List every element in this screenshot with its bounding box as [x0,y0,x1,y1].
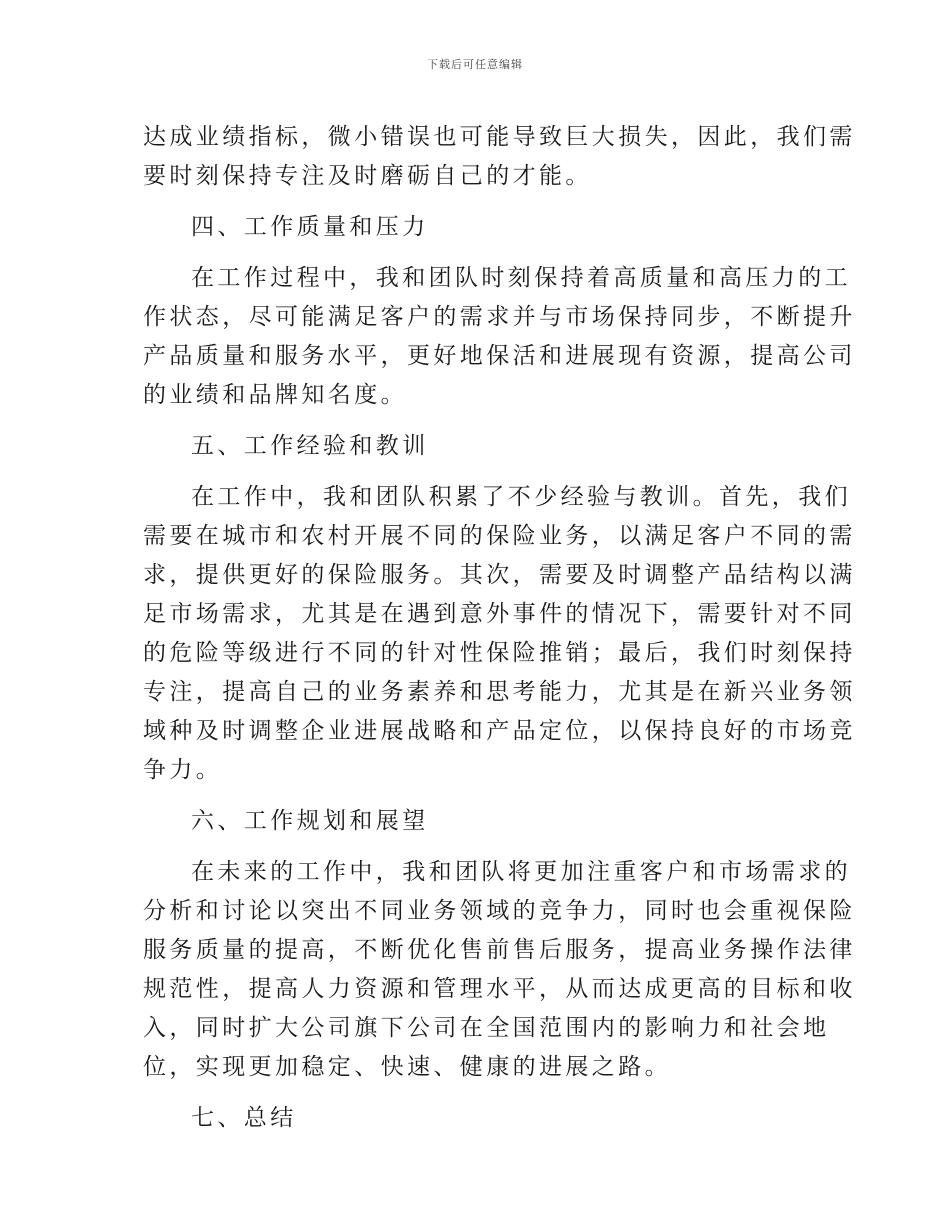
paragraph-line: 求，提供更好的保险服务。其次，需要及时调整产品结构以满 [143,562,856,588]
paragraph-line: 位，实现更加稳定、快速、健康的进展之路。 [143,1054,671,1080]
paragraph-line: 分析和讨论以突出不同业务领域的竞争力，同时也会重视保险 [143,898,856,924]
paragraph-line: 在未来的工作中，我和团队将更加注重客户和市场需求的 [191,859,851,885]
paragraph [143,853,856,1087]
heading-text: 五、工作经验和教训 [191,433,429,459]
paragraph-line: 足市场需求，尤其是在遇到意外事件的情况下，需要针对不同 [143,601,856,627]
paragraph [143,478,856,790]
paragraph-line: 需要在城市和农村开展不同的保险业务，以满足客户不同的需 [143,523,856,549]
paragraph-line: 域种及时调整企业进展战略和产品定位，以保持良好的市场竞 [143,718,856,744]
paragraph-line: 争力。 [143,757,223,783]
section-heading [143,802,810,841]
paragraph [143,259,856,415]
paragraph [143,118,856,196]
document-body [143,118,856,1150]
paragraph-line: 要时刻保持专注及时磨砺自己的才能。 [143,163,592,189]
page-header: 下载后可任意编辑 [427,58,523,71]
paragraph-line: 产品质量和服务水平，更好地保活和进展现有资源，提高公司 [143,343,856,369]
heading-text: 六、工作规划和展望 [191,808,429,834]
paragraph-line: 在工作过程中，我和团队时刻保持着高质量和高压力的工 [191,265,851,291]
paragraph-line: 的业绩和品牌知名度。 [143,382,407,408]
section-heading [143,1099,810,1138]
heading-text: 四、工作质量和压力 [191,214,429,240]
paragraph-line: 服务质量的提高，不断优化售前售后服务，提高业务操作法律 [143,937,856,963]
section-heading [143,208,810,247]
paragraph-line: 规范性，提高人力资源和管理水平，从而达成更高的目标和收 [143,976,856,1002]
paragraph-line: 的危险等级进行不同的针对性保险推销；最后，我们时刻保持 [143,640,856,666]
paragraph-line: 专注，提高自己的业务素养和思考能力，尤其是在新兴业务领 [143,679,856,705]
paragraph-line: 作状态，尽可能满足客户的需求并与市场保持同步，不断提升 [143,304,856,330]
heading-text: 七、总结 [191,1105,297,1131]
paragraph-line: 在工作中，我和团队积累了不少经验与教训。首先，我们 [191,484,851,510]
section-heading [143,427,810,466]
paragraph-line: 达成业绩指标，微小错误也可能导致巨大损失，因此，我们需 [143,124,856,150]
paragraph-line: 入，同时扩大公司旗下公司在全国范围内的影响力和社会地 [143,1015,830,1041]
